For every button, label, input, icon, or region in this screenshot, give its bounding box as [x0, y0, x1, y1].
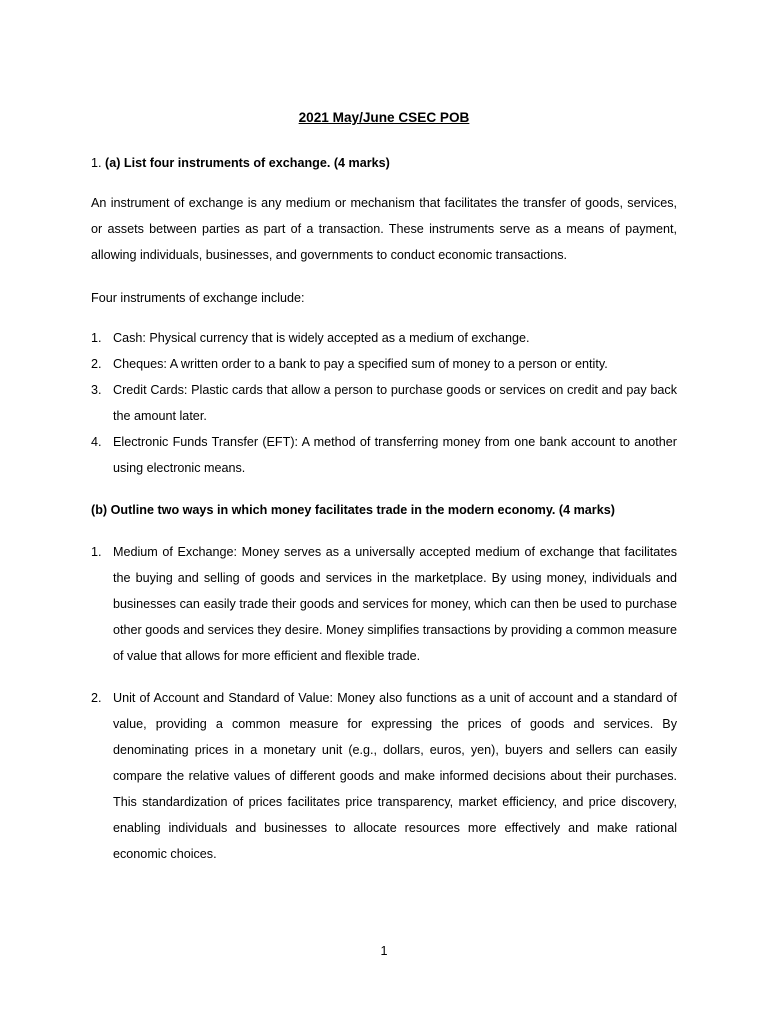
- list-item-number: 1.: [91, 331, 102, 345]
- list-item-text: Cash: Physical currency that is widely accepted as a medium of exchange.: [113, 331, 530, 345]
- question-a-prompt: (a) List four instruments of exchange. (4 marks): [105, 156, 390, 170]
- list-item: [91, 429, 677, 481]
- list-item: [91, 377, 677, 429]
- instruments-list: [91, 325, 677, 481]
- list-intro-paragraph: Four instruments of exchange include:: [91, 291, 305, 305]
- question-b: (b) Outline two ways in which money facilitates trade in the modern economy. (4 marks): [91, 503, 615, 517]
- list-item-text: Electronic Funds Transfer (EFT): A method of transferring money from one bank account to another using electronic means.: [113, 435, 677, 475]
- list-item: [91, 685, 677, 867]
- list-item: [91, 325, 677, 351]
- list-item-text: Medium of Exchange: Money serves as a universally accepted medium of exchange that facilitates the buying and selling of goods and services in the marketplace. By using money, individuals and businesses can easily trade their goods and services for money, which can then be used to purchase other goods and services they desire. Money simplifies transactions by providing a common measure of value that allows for more efficient and flexible trade.: [113, 545, 677, 663]
- list-item-number: 2.: [91, 691, 102, 705]
- document-title: 2021 May/June CSEC POB: [298, 110, 470, 125]
- list-item-number: 1.: [91, 545, 102, 559]
- question-a: [91, 150, 677, 176]
- list-item-number: 2.: [91, 357, 102, 371]
- ways-list: [91, 539, 677, 883]
- list-item: [91, 351, 677, 377]
- page-number: 1: [380, 944, 388, 958]
- list-item-number: 3.: [91, 383, 102, 397]
- definition-paragraph: An instrument of exchange is any medium or mechanism that facilitates the transfer of goods, services, or assets between parties as part of a transaction. These instruments serve as a means of payment, allowing individuals, businesses, and governments to conduct economic transactions.: [91, 196, 677, 262]
- list-item: [91, 539, 677, 669]
- list-item-text: Cheques: A written order to a bank to pay a specified sum of money to a person or entity.: [113, 357, 608, 371]
- list-item-number: 4.: [91, 435, 102, 449]
- list-item-text: Credit Cards: Plastic cards that allow a person to purchase goods or services on credit and pay back the amount later.: [113, 383, 677, 423]
- question-a-number: 1.: [91, 156, 102, 170]
- list-item-text: Unit of Account and Standard of Value: Money also functions as a unit of account and a standard of value, providing a common measure for expressing the prices of goods and services. By denominating prices in a monetary unit (e.g., dollars, euros, yen), buyers and sellers can easily compare the relative values of different goods and make informed decisions about their purchases. This standardization of prices facilitates price transparency, market efficiency, and price discovery, enabling individuals and businesses to allocate resources more effectively and make rational economic choices.: [113, 691, 677, 861]
